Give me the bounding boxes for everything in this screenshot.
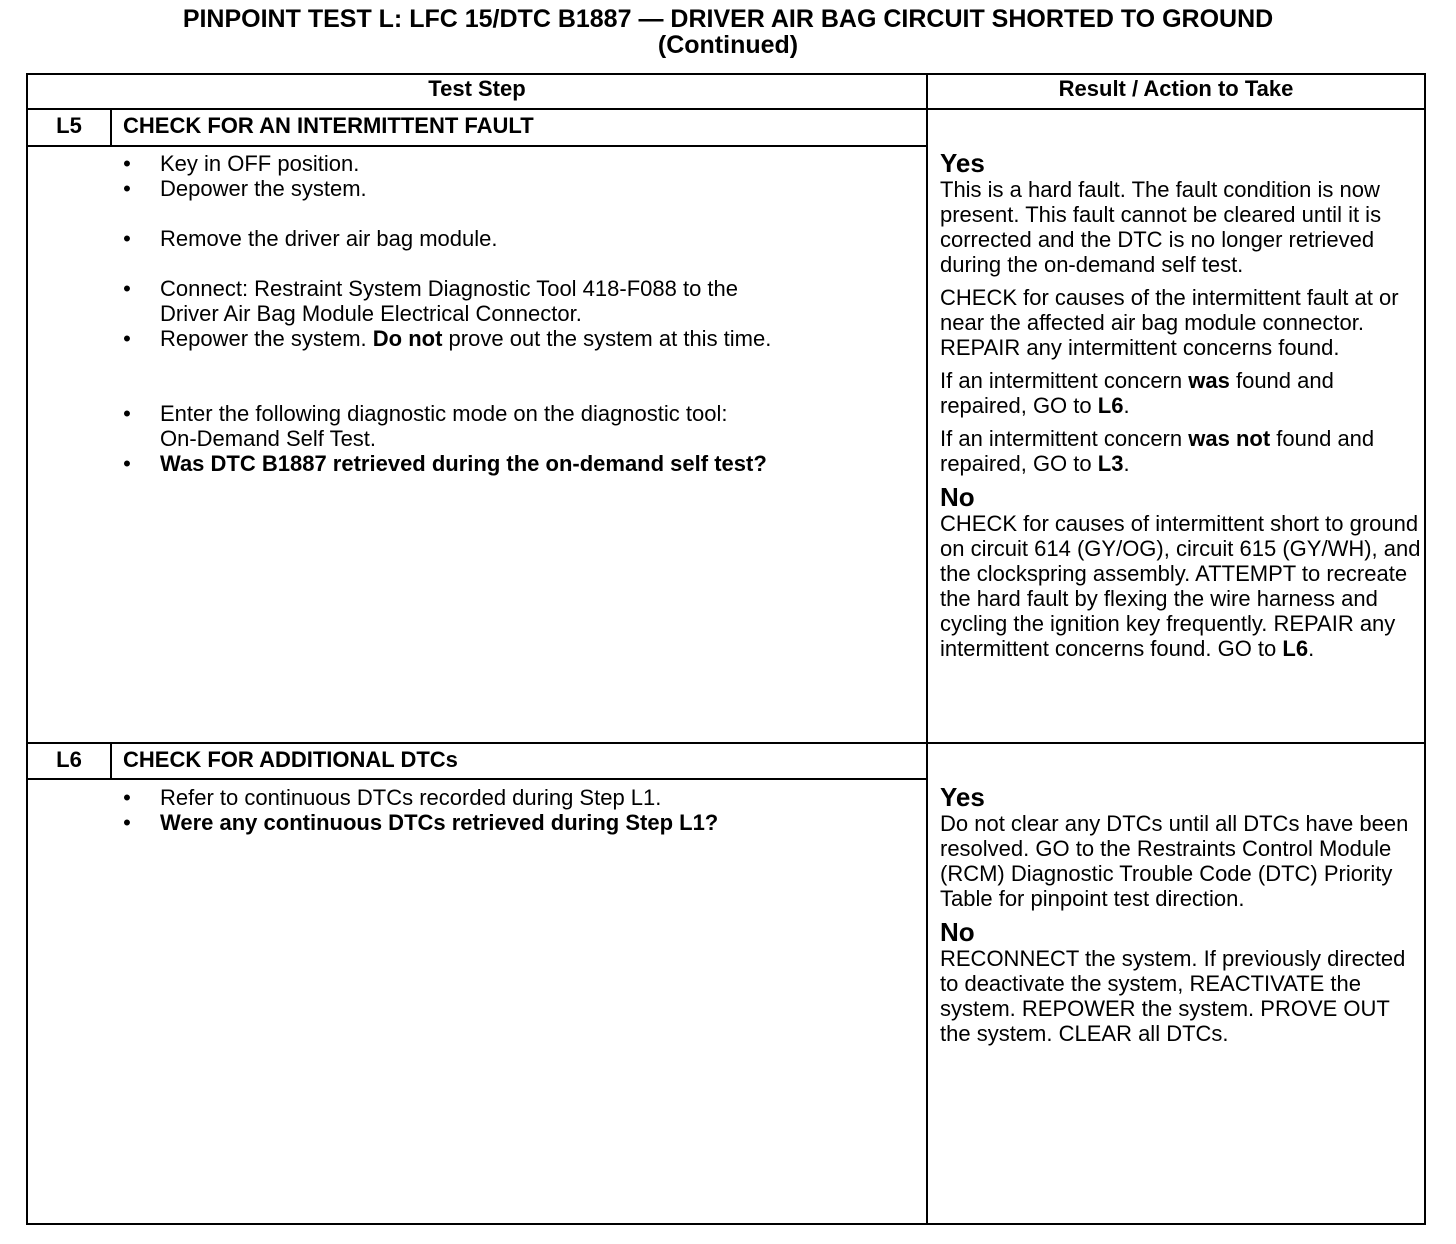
step-divider: [26, 742, 1426, 744]
step-number: L5: [56, 113, 82, 138]
no-label: No: [940, 482, 975, 512]
title-line-1: PINPOINT TEST L: LFC 15/DTC B1887 — DRIVER AIR BAG CIRCUIT SHORTED TO GROUND: [182, 5, 1274, 33]
step-title: CHECK FOR ADDITIONAL DTCs: [123, 747, 458, 772]
step-title: CHECK FOR AN INTERMITTENT FAULT: [123, 113, 534, 138]
step-number-divider: [110, 110, 112, 147]
no-label: No: [940, 917, 975, 947]
no-text: RECONNECT the system. If previously directed to deactivate the system, REACTIVATE the system. REPOWER the system. PROVE OUT the system. CLEAR all DTCs.: [940, 946, 1406, 1046]
if-not-found-text: If an intermittent concern was not found and repaired, GO to L3.: [940, 426, 1375, 476]
header-test-step: Test Step: [428, 76, 526, 101]
page-title: [0, 6, 1456, 58]
title-line-2: (Continued): [657, 31, 799, 59]
result-l6: [940, 784, 1426, 1046]
yes-text: Do not clear any DTCs until all DTCs have been resolved. GO to the Restraints Control Module (RCM) Diagnostic Trouble Code (DTC) Priority Table for pinpoint test direction.: [940, 811, 1409, 911]
yes-label: Yes: [940, 148, 985, 178]
header-result: Result / Action to Take: [1058, 76, 1294, 101]
step-number-divider: [110, 743, 112, 780]
result-l5: [940, 150, 1426, 661]
header-divider: [26, 108, 1426, 110]
if-found-text: If an intermittent concern was found and repaired, GO to L6.: [940, 368, 1334, 418]
yes-label: Yes: [940, 782, 985, 812]
yes-text: This is a hard fault. The fault condition is now present. This fault cannot be cleared until it is corrected and the DTC is no longer retrieved during the on-demand self test.: [940, 177, 1382, 277]
no-text: CHECK for causes of intermittent short to ground on circuit 614 (GY/OG), circuit 615 (GY/WH), and the clockspring assembly. ATTEMPT to recreate the hard fault by flexing the wire harness and cycling the ignition key frequently. REPAIR any intermittent concerns found. GO to L6.: [940, 511, 1421, 661]
step-title-divider: [26, 778, 928, 780]
step-title-divider: [26, 145, 928, 147]
step-number: L6: [56, 747, 82, 772]
check-text: CHECK for causes of the intermittent fault at or near the affected air bag module connector. REPAIR any intermittent concerns found.: [940, 285, 1399, 360]
